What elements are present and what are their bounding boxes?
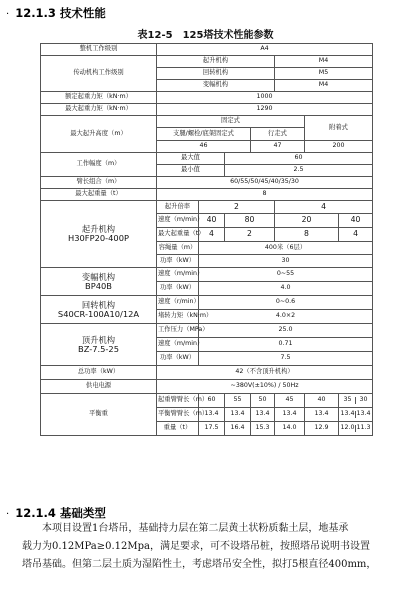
table-row: 重量（t） 17.5 16.4 15.3 14.0 12.9 12.0 11.3 xyxy=(41,422,373,436)
slewing-mechanism-name: 回转机构 xyxy=(81,299,116,310)
table-row: 平衡重 起重臂臂长（m） 60 55 50 45 40 35 30 xyxy=(41,394,373,408)
table-row: 顶升机构 BZ-7.5-25 工作压力（MPa） 25.0 xyxy=(41,324,373,338)
hoist-mechanism-name: 起升机构 xyxy=(81,224,116,235)
table-row: 变幅机构 M4 xyxy=(41,80,373,92)
section-title: 12.1.3 技术性能 xyxy=(15,6,106,20)
table-row: 最小值 2.5 xyxy=(41,165,373,177)
table-row: 工作幅度（m） 最大值 60 xyxy=(41,153,373,165)
table-row: 最大起重力矩（kN·m） 1290 xyxy=(41,104,373,116)
table-row: 臂长组合（m） 60/55/50/45/40/35/30 xyxy=(41,177,373,189)
climbing-mechanism-name: 顶升机构 xyxy=(81,334,116,345)
table-row: 变幅机构 BP40B 速度（m/min） 0~55 xyxy=(41,268,373,282)
table-row: 整机工作级别 A4 xyxy=(41,44,373,56)
table-row: 额定起重力矩（kN·m） 1000 xyxy=(41,92,373,104)
table-row: 供电电源 ~380V(±10%) / 50Hz xyxy=(41,380,373,394)
table-row: 回转机构 S40CR-100A10/12A 速度（r/min） 0~0.6 xyxy=(41,296,373,310)
table-row: 最大起重量（t） 8 xyxy=(41,189,373,201)
table-row: 功率（kW） 4.0 xyxy=(41,282,373,296)
luffing-mechanism-model: BP40B xyxy=(85,280,112,291)
table-row: 46 47 200 xyxy=(41,141,373,153)
table-row: 最大起升高度（m） 固定式 附着式 xyxy=(41,116,373,128)
paragraph-line: 本项目设置1台塔吊，基础持力层在第二层黄土状粉质黏土层，地基承 xyxy=(42,523,349,534)
table-row: 速度（m/min） 0.71 xyxy=(41,338,373,352)
hoist-mechanism-model: H30FP20-400P xyxy=(68,233,129,243)
table-row: 速度（m/min） 40 80 20 40 xyxy=(41,214,373,228)
table-row: 功率（kW） 7.5 xyxy=(41,352,373,366)
table-row: 支腿/螺栓/底架固定式 行走式 xyxy=(41,128,373,141)
slewing-mechanism-model: S40CR-100A10/12A xyxy=(57,308,140,319)
luffing-mechanism-name: 变幅机构 xyxy=(81,271,116,282)
body-paragraph xyxy=(22,520,404,574)
table-row: 回转机构 M5 xyxy=(41,68,373,80)
table-row: 起升机构 H30FP20-400P 起升倍率 2 4 xyxy=(41,201,373,214)
climbing-mechanism-model: BZ-7.5-25 xyxy=(78,343,119,354)
section-heading-2: · 12.1.4 基础类型 xyxy=(6,506,106,520)
table-title: 表12-5 125塔技术性能参数 xyxy=(137,30,274,41)
table-row: 传动机构工作级别 起升机构 M4 xyxy=(41,56,373,68)
section-heading-1: · 12.1.3 技术性能 xyxy=(6,6,106,20)
table-row: 功率（kW） 30 xyxy=(41,255,373,268)
table-row: 最大起重量（t） 4 2 8 4 xyxy=(41,228,373,242)
table-row: 容绳量（m） 400米（6层） xyxy=(41,242,373,255)
tech-params-table xyxy=(40,43,373,436)
paragraph-line: 载力为0.12MPa≥0.12Mpa，满足要求，可不设塔吊桩，按照塔吊说明书设置 xyxy=(22,541,370,552)
table-row: 堵转力矩（kN·m） 4.0×2 xyxy=(41,310,373,324)
section-title: 12.1.4 基础类型 xyxy=(15,506,106,520)
table-row: 总功率（kW） 42（不含顶升机构） xyxy=(41,366,373,380)
table-row: 平衡臂臂长（m） 13.4 13.4 13.4 13.4 13.4 13.4 13.4 xyxy=(41,408,373,422)
paragraph-line: 塔吊基础。但第二层土质为湿陷性土，考虑塔吊安全性，拟打5根直径400mm， xyxy=(22,559,377,570)
